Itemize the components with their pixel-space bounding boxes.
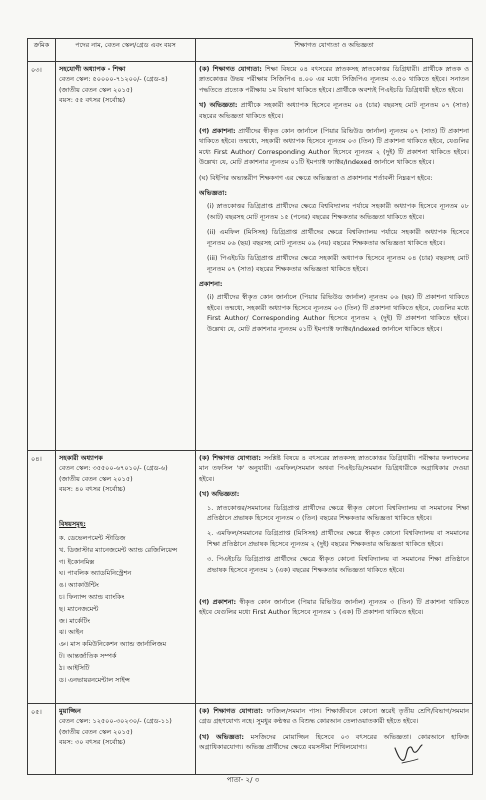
list-item: ২. এমফিল/সমমানের ডিগ্রিপ্রাপ্ত (মিসিসহ) প্রার্থীদের ক্ষেত্রে স্বীকৃত কোনো বিশ্ববিদ্যালয় বা সমমানের শিক্ষা প্রতিষ্ঠানে প্রভাষক হিসেবে ন্যূনতম ২ (দুই) বছরের শিক্ষকতার অভিজ্ঞতা থাকিতে হইবে। [207, 529, 469, 548]
education-requirement [199, 64, 469, 95]
post-title: সহকারী অধ্যাপক [59, 454, 103, 462]
section-text: সংশ্লিষ্ট বিষয়ে ৪ বৎসরের স্নাতকসহ স্নাতকোত্তর ডিগ্রিধারী। পরীক্ষার ফলাফলের মান তফসিল 'ক' অনুযায়ী। এমফিল/সমমান অথবা পিএইচডি/সমমান ডিগ্রিধারীকে অগ্রাধিকার দেওয়া হইবে। [199, 454, 469, 483]
subject-item: ঠ। আইসিটি [59, 663, 90, 672]
section-label: (ক) শিক্ষাগত যোগ্যতা: [199, 707, 263, 715]
age-limit: বয়স: ৩০ বৎসর (সর্বোচ্চ) [59, 738, 126, 747]
header-qualification-label: শিক্ষাগত যোগ্যতা ও অভিজ্ঞতা [294, 41, 374, 49]
pay-scale: বেতন স্কেল: ৫০০০০-৭১২০০/- (গ্রেড-৪) [59, 75, 168, 84]
post-cell [56, 704, 196, 775]
page-number: পাতা- ২/ ৩ [226, 776, 260, 784]
section-text: মসজিদের মোয়াজ্জিন হিসেবে ০৩ বৎসরের অভিজ্ঞতা। কোরআনে হাফিজ অগ্রাধিকারযোগ্য। অভিজ্ঞ প্রার্থীদের ক্ষেত্রে বয়সসীমা শিথিলযোগ্য। [199, 732, 469, 752]
subject-item: ঘ। পাবলিক অ্যাডমিনিস্ট্রেশন [59, 569, 132, 578]
subjects-heading: বিষয়সমূহ: [59, 519, 86, 528]
subject-item: ক. ডেভেলপমেন্ট স্টাডিজ [59, 534, 126, 543]
subject-item: ঞ। মাস কমিউনিকেশন অ্যান্ড জার্নালিজম [59, 640, 167, 649]
serial-cell [28, 451, 56, 704]
signature-mark [392, 742, 424, 766]
list-item: ১. স্নাতকোত্তর/সমমানের ডিগ্রিপ্রাপ্ত প্রার্থীদের ক্ষেত্রে স্বীকৃত কোনো বিশ্ববিদ্যালয় বা সমমানের শিক্ষা প্রতিষ্ঠানে প্রভাষক হিসেবে ন্যূনতম ৩ (তিন) বছরের শিক্ষকতার অভিজ্ঞতা থাকিতে হইবে। [207, 503, 469, 523]
section-text: শিক্ষা বিষয়ে ০৪ বৎসরের স্নাতকসহ স্নাতকোত্তর ডিগ্রিধারী। প্রার্থীকে স্নাতক ও স্নাতকোত্তর উভয় পরীক্ষায় সিজিপিএ ৪.০০ এর মধ্যে সিজিপিএ ন্যূনতম ৩.৫০ থাকিতে হইবে। সনাতন পদ্ধতিতে প্রত্যেক পরীক্ষায় ১ম বিভাগ থাকিতে হইবে। প্রার্থীকে অবশ্যই পিএইচডি ডিগ্রিধারী হইতে হইবে। [199, 65, 469, 94]
section-label: (ক) শিক্ষাগত যোগ্যতা: [199, 65, 262, 73]
subject-item: খ. ডিজাস্টার ম্যানেজমেন্ট অ্যান্ড রেজিলিয়েন্স [59, 545, 178, 554]
pay-scale-note: (জাতীয় বেতন স্কেল ২০১৫) [59, 727, 133, 736]
section-label: (ক) শিক্ষাগত যোগ্যতা: [199, 454, 262, 462]
internal-publication-heading: প্রকাশনা: [199, 279, 223, 288]
header-serial [28, 39, 56, 62]
section-label: (গ) প্রকাশনা: [199, 127, 236, 136]
subject-item: ঙ। অ্যাকাউন্টিং [59, 581, 99, 590]
header-serial-label: ক্রমিক [33, 41, 50, 49]
section-text: প্রার্থীকে সহকারী অধ্যাপক হিসেবে ন্যূনতম ০৪ (চার) বছরসহ মোট ন্যূনতম ০৭ (সাত) বছরের অভিজ্ঞতা থাকিতে হইবে। [199, 101, 469, 120]
experience-requirement [199, 100, 469, 121]
subject-item: ড। এনভায়রনমেন্টাল সাইন্স [59, 675, 130, 684]
post-cell [56, 451, 196, 704]
list-item: (ii) এমফিল (মিসিসহ) ডিগ্রিপ্রাপ্ত প্রার্থীদের ক্ষেত্রে বিশ্ববিদ্যালয় পর্যায়ে সহকারী অধ্যাপক হিসেবে ন্যূনতম ০৬ (ছয়) বছরসহ মোট ন্যূনতম ০৯ (নয়) বছরের শিক্ষকতার অভিজ্ঞতা থাকিতে হইবে। [207, 228, 469, 247]
pay-scale-note: (জাতীয় বেতন স্কেল ২০১৫) [59, 85, 133, 94]
subject-item: ঝ। আইন [59, 628, 84, 637]
qualification-cell [196, 62, 473, 451]
post-title: সহযোগী অধ্যাপক - শিক্ষা [59, 65, 126, 73]
qualification-cell [196, 704, 473, 775]
header-post [56, 39, 196, 62]
publication-requirement [199, 126, 469, 168]
subject-item: জ। মার্কেটিং [59, 616, 91, 625]
table-row [28, 451, 473, 704]
pay-scale-note: (জাতীয় বেতন স্কেল ২০১৫) [59, 474, 133, 483]
list-item: (i) প্রার্থীদের স্বীকৃত কোন জার্নালে (পিয়ার রিভিউড জার্নাল) ন্যূনতম ০৬ (ছয়) টি প্রকাশনা থাকিতে হইবে। তন্মধ্যে, সহকারী অধ্যাপক হিসেবে ন্যূনতম ০৩ (তিন) টি প্রকাশনা থাকিতে হইবে, যেগুলির মধ্যে First Author/ Corresponding Author হিসেবে ন্যূনতম ২ (দুই) টি প্রকাশনা থাকিতে হইবে। উল্লেখ্য যে, মোট প্রকাশনার ন্যূনতম ০১টি ইমপ্যাক্ট ফ্যাক্টর/Indexed জার্নালে থাকিতে হইবে। [207, 293, 469, 333]
post-title: মুয়াজ্জিন [59, 707, 81, 715]
education-requirement [199, 706, 469, 727]
age-limit: বয়স: ৫৫ বৎসর (সর্বোচ্চ) [59, 96, 126, 105]
post-cell [56, 62, 196, 451]
pay-scale: বেতন স্কেল: ৩৫৫০০-৬৭০১০/- (গ্রেড-৬) [59, 464, 168, 473]
internal-experience-heading: অভিজ্ঞতা: [199, 189, 227, 198]
publication-requirement [199, 597, 469, 618]
internal-teacher-note: (ঘ) বিইপির অভ্যন্তরীণ শিক্ষকগণ এর ক্ষেত্রে অভিজ্ঞতা ও প্রকাশনার শর্তাবলী নিম্নরূপ হইবে: [199, 173, 433, 182]
subject-item: ছ। ম্যানেজমেন্ট [59, 604, 99, 613]
subject-item: ট। আন্তর্জাতিক সম্পর্ক [59, 652, 117, 660]
recruitment-table [27, 38, 473, 775]
section-text: স্বীকৃত কোন জার্নালে (পিয়ার রিভিউড জার্নাল) ন্যূনতম ৩ (তিন) টি প্রকাশনা থাকিতে হইবে যেগুলির মধ্যে First Author হিসেবে ন্যূনতম ১ (এক) টি প্রকাশনা থাকিতে হইবে। [199, 598, 469, 617]
age-limit: বয়স: ৪০ বৎসর (সর্বোচ্চ) [59, 485, 126, 494]
serial-number: ০৩। [31, 66, 42, 74]
header-post-label: পদের নাম, বেতন স্কেল/গ্রেড এবং বয়স [75, 41, 176, 49]
pay-scale: বেতন স্কেল: ১২৫০০-৩০২৩০/- (গ্রেড-১১) [59, 717, 172, 726]
serial-cell [28, 704, 56, 775]
list-item: (iii) পিএইচডি ডিগ্রিপ্রাপ্ত প্রার্থীদের ক্ষেত্রে সহকারী অধ্যাপক হিসেবে ন্যূনতম ০৪ (চার) বছরসহ মোট ন্যূনতম ০৭ (সাত) বছরের শিক্ষকতার অভিজ্ঞতা থাকিতে হইবে। [207, 254, 469, 273]
section-text: ফাজিল/সমমান পাস। শিক্ষাজীবনে কোনো স্তরেই তৃতীয় শ্রেণি/বিভাগ/সমমান গ্রেড গ্রহণযোগ্য নহে। সুমধুর কণ্ঠস্বর ও বিশুদ্ধ কোরআন তেলাওয়াতকারী হইতে হইবে। [199, 707, 469, 726]
qualification-cell [196, 451, 473, 704]
section-label: (খ) অভিজ্ঞতা: [199, 732, 244, 741]
experience-requirement [199, 732, 469, 753]
header-qualification [196, 39, 473, 62]
subject-item: গ। ইকোনমিক্স [59, 557, 95, 566]
section-label: (গ) প্রকাশনা: [199, 598, 237, 607]
serial-cell [28, 62, 56, 451]
subject-item: চ। ফিন্যান্স অ্যান্ড ব্যাংকিং [59, 593, 125, 602]
table-header-row [28, 39, 473, 62]
section-label: খ) অভিজ্ঞতা: [199, 101, 238, 110]
list-item: ৩. পিএইচডি ডিগ্রিপ্রাপ্ত প্রার্থীদের ক্ষেত্রে স্বীকৃত কোনো বিশ্ববিদ্যালয় বা সমমানের শিক্ষা প্রতিষ্ঠানে প্রভাষক হিসেবে ন্যূনতম ১ (এক) বছরের শিক্ষকতার অভিজ্ঞতা থাকিতে হইবে। [207, 555, 469, 574]
serial-number: ০৫। [31, 708, 42, 716]
experience-heading: (খ) অভিজ্ঞতা: [199, 490, 240, 499]
list-item: (i) স্নাতকোত্তর ডিগ্রিপ্রাপ্ত প্রার্থীদের ক্ষেত্রে বিশ্ববিদ্যালয় পর্যায়ে সহকারী অধ্যাপক হিসেবে ন্যূনতম ০৮ (আট) বছরসহ মোট ন্যূনতম ১৫ (পনের) বছরের শিক্ষকতার অভিজ্ঞতা থাকিতে হইবে। [207, 202, 469, 221]
serial-number: ০৪। [31, 455, 42, 463]
table-row [28, 62, 473, 451]
education-requirement [199, 453, 469, 484]
section-text: প্রার্থীদের স্বীকৃত কোন জার্নালে (পিয়ার রিভিউড জার্নাল) ন্যূনতম ০৭ (সাত) টি প্রকাশনা থাকিতে হইবে। তন্মধ্যে, সহকারী অধ্যাপক হিসেবে ন্যূনতম ০৩ (তিন) টি প্রকাশনা থাকিতে হইবে, যেগুলির মধ্যে First Author/ Corresponding Author হিসেবে ন্যূনতম ২ (দুই) টি প্রকাশনা থাকিতে হইবে। উল্লেখ্য যে, মোট প্রকাশনার ন্যূনতম ০১টি ইমপ্যাক্ট ফ্যাক্টর/Indexed জার্নালে থাকিতে হইবে। [199, 127, 469, 167]
